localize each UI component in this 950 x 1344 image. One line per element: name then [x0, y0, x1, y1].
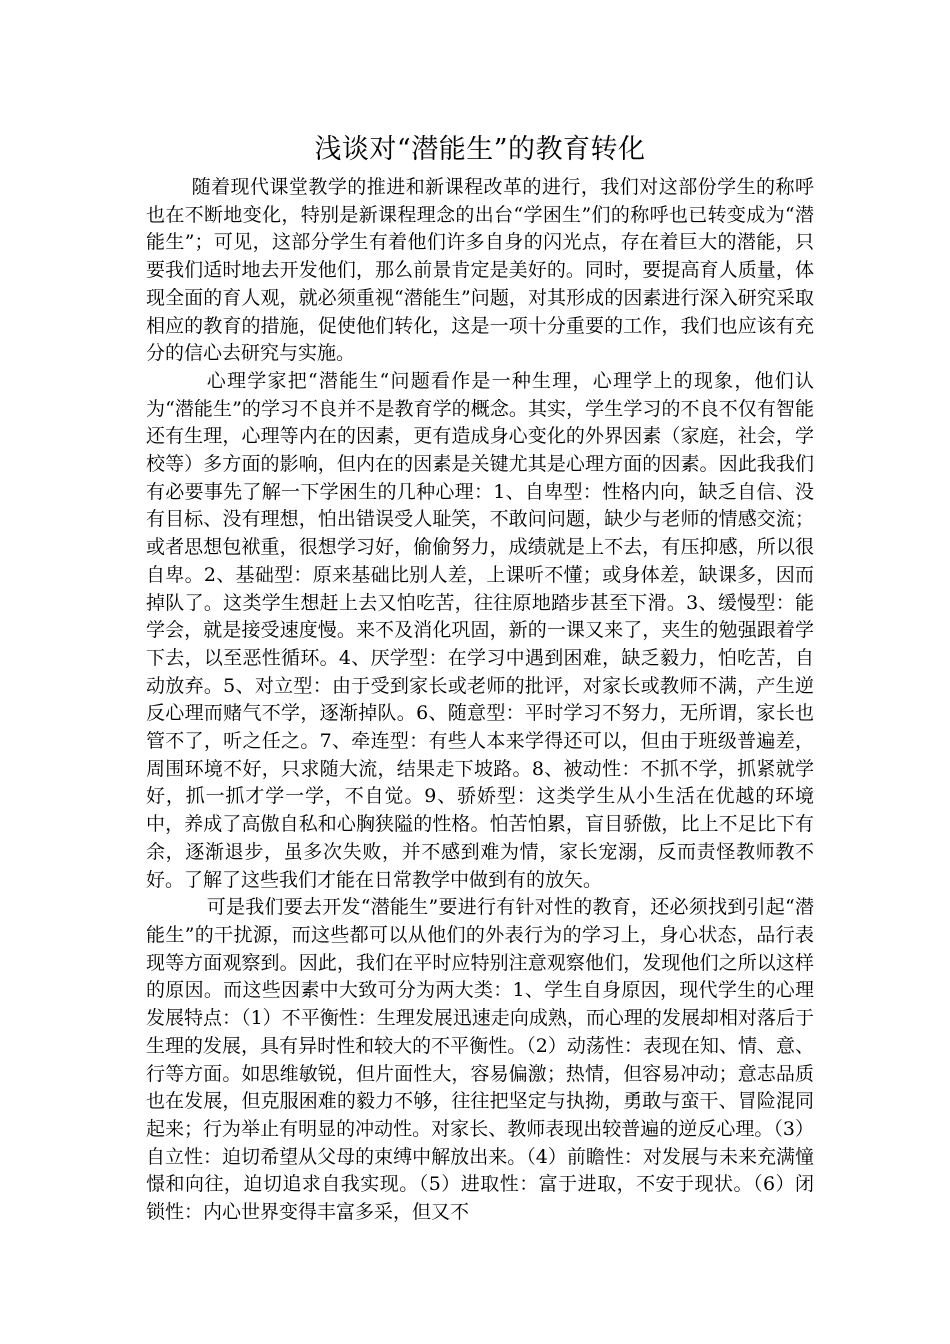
document-page: [146, 130, 814, 1227]
paragraph-1: 随着现代课堂教学的推进和新课程改革的进行，我们对这部份学生的称呼也在不断地变化，特别是新课程理念的出台“学困生”们的称呼也已转变成为“潜能生”；可见，这部分学生有着他们许多自身的闪光点，存在着巨大的潜能，只要我们适时地去开发他们，那么前景肯定是美好的。同时，要提高育人质量，体现全面的育人观，就必须重视“潜能生”问题，对其形成的因素进行深入研究采取相应的教育的措施，促使他们转化，这是一项十分重要的工作，我们也应该有充分的信心去研究与实施。: [146, 176, 814, 365]
paragraph-3: 可是我们要去开发“潜能生”要进行有针对性的教育，还必须找到引起“潜能生”的干扰源，而这些都可以从他们的外表行为的学习上，身心状态，品行表现等方面观察到。因此，我们在平时应特别注意观察他们，发现他们之所以这样的原因。而这些因素中大致可分为两大类：1、学生自身原因，现代学生的心理发展特点：（1）不平衡性：生理发展迅速走向成熟，而心理的发展却相对落后于生理的发展，具有异时性和较大的不平衡性。（2）动荡性：表现在知、情、意、行等方面。如思维敏锐，但片面性大，容易偏激；热情，但容易冲动；意志品质也在发展，但克服困难的毅力不够，往往把坚定与执拗，勇敢与蛮干、冒险混同起来；行为举止有明显的冲动性。对家长、教师表现出较普遍的逆反心理。（3）自立性：迫切希望从父母的束缚中解放出来。（4）前瞻性：对发展与未来充满憧憬和向往，迫切追求自我实现。（5）进取性：富于进取，不安于现状。（6）闭锁性：内心世界变得丰富多采，但又不: [146, 896, 814, 1224]
paragraph-2: 心理学家把“潜能生“问题看作是一种生理，心理学上的现象，他们认为“潜能生”的学习不良并不是教育学的概念。其实，学生学习的不良不仅有智能还有生理，心理等内在的因素，更有造成身心变化的外界因素（家庭，社会，学校等）多方面的影响，但内在的因素是关键尤其是心理方面的因素。因此我我们有必要事先了解一下学困生的几种心理：1、自卑型：性格内向，缺乏自信、没有目标、没有理想，怕出错误受人耻笑，不敢问问题，缺少与老师的情感交流；或者思想包袱重，很想学习好，偷偷努力，成绩就是上不去，有压抑感，所以很自卑。2、基础型：原来基础比别人差，上课听不懂；或身体差，缺课多，因而掉队了。这类学生想赶上去又怕吃苦，往往原地踏步甚至下滑。3、缓慢型：能学会，就是接受速度慢。来不及消化巩固，新的一课又来了，夹生的勉强跟着学下去，以至恶性循环。4、厌学型：在学习中遇到困难，缺乏毅力，怕吃苦，自动放弃。5、对立型：由于受到家长或老师的批评，对家长或教师不满，产生逆反心理而赌气不学，逐渐掉队。6、随意型：平时学习不努力，无所谓，家长也管不了，听之任之。7、牵连型：有些人本来学得还可以，但由于班级普遍差，周围环境不好，只求随大流，结果走下坡路。8、被动性：不抓不学，抓紧就学好，抓一抓才学一学，不自觉。9、骄娇型：这类学生从小生活在优越的环境中，养成了高傲自私和心胸狭隘的性格。怕苦怕累，盲目骄傲，比上不足比下有余，逐渐退步，虽多次失败，并不感到难为情，家长宠溺，反而责怪教师教不好。了解了这些我们才能在日常教学中做到有的放矢。: [146, 369, 814, 891]
document-title: 浅谈对“潜能生”的教育转化: [314, 134, 646, 165]
